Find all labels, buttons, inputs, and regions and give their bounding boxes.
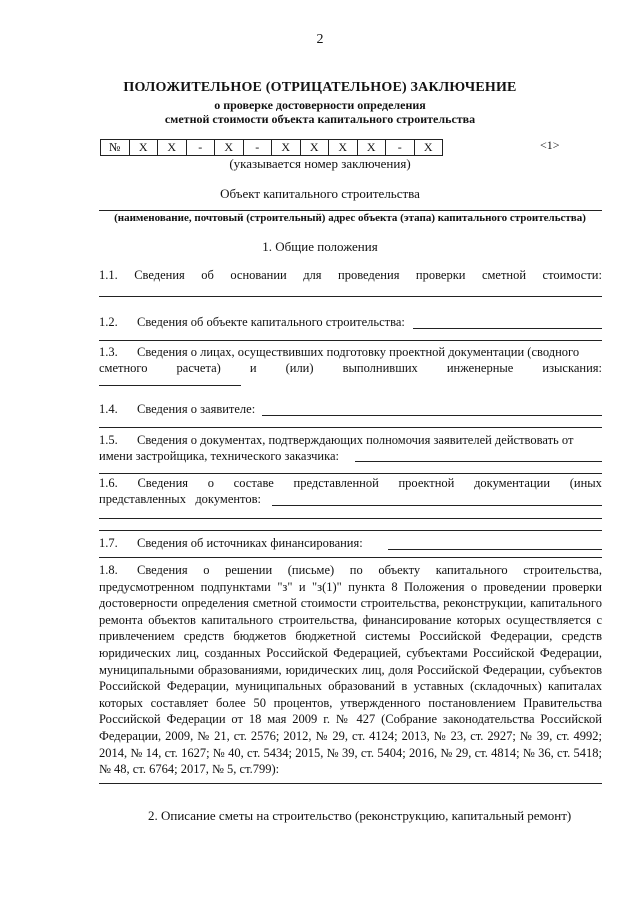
item-word: представленной bbox=[293, 476, 379, 490]
number-cell: X bbox=[414, 140, 443, 156]
conclusion-number-grid bbox=[100, 139, 443, 156]
number-caption: (указывается номер заключения) bbox=[229, 156, 411, 171]
item-word: сметного bbox=[99, 361, 148, 375]
fill-line bbox=[413, 328, 602, 329]
item-word: (иных bbox=[569, 476, 602, 490]
item-text: Сведения о лицах, осуществивших подготовку проектной документации (сводного bbox=[137, 345, 580, 359]
fill-line bbox=[99, 296, 602, 297]
number-cell: № bbox=[101, 140, 130, 156]
object-title: Объект капитального строительства bbox=[220, 186, 420, 201]
number-cell: - bbox=[186, 140, 215, 156]
fill-line bbox=[99, 340, 602, 341]
fill-line bbox=[388, 549, 602, 550]
object-caption: (наименование, почтовый (строительный) адрес объекта (этапа) капитального строительства) bbox=[114, 212, 586, 224]
page-number: 2 bbox=[316, 32, 324, 47]
item-number: 1.2. bbox=[99, 315, 118, 329]
item-1-4 bbox=[99, 402, 255, 417]
fill-line bbox=[99, 530, 602, 531]
number-cell: - bbox=[243, 140, 272, 156]
item-word: инженерные bbox=[446, 361, 514, 375]
item-word: стоимости: bbox=[542, 268, 602, 282]
item-word: основании bbox=[230, 268, 287, 282]
fill-line bbox=[99, 557, 602, 558]
item-number: 1.3. bbox=[99, 345, 118, 359]
number-cell: X bbox=[129, 140, 158, 156]
fill-line bbox=[262, 415, 602, 416]
item-1-7 bbox=[99, 536, 363, 551]
item-word: об bbox=[201, 268, 214, 282]
item-1-6-line2: представленных документов: bbox=[99, 492, 261, 506]
section-1-title: 1. Общие положения bbox=[262, 239, 378, 254]
number-cell: X bbox=[158, 140, 187, 156]
fill-line bbox=[99, 385, 241, 386]
number-cell: X bbox=[300, 140, 329, 156]
item-word: о bbox=[207, 476, 214, 490]
item-word: Сведения bbox=[134, 268, 185, 282]
item-word: расчета) bbox=[176, 361, 221, 375]
fill-line bbox=[99, 783, 602, 784]
item-word: выполнивших bbox=[342, 361, 418, 375]
document-subtitle-line2: сметной стоимости объекта капитального строительства bbox=[164, 112, 476, 126]
document-subtitle-line1: о проверке достоверности определения bbox=[214, 98, 426, 112]
item-1-3-line2 bbox=[99, 361, 602, 376]
item-1-5 bbox=[99, 432, 602, 449]
item-number: 1.1. bbox=[99, 268, 118, 282]
item-word: проверки bbox=[415, 268, 466, 282]
item-number: 1.4. bbox=[99, 402, 118, 416]
number-cell: X bbox=[272, 140, 301, 156]
item-word: и bbox=[249, 361, 257, 375]
number-cell: X bbox=[329, 140, 358, 156]
fill-line bbox=[355, 461, 602, 462]
item-1-5-line2: имени застройщика, технического заказчика: bbox=[99, 449, 340, 463]
item-text: Сведения о документах, подтверждающих полномочия заявителей действовать от bbox=[137, 433, 574, 447]
fill-line bbox=[99, 473, 602, 474]
item-number: 1.7. bbox=[99, 536, 118, 550]
item-word: сметной bbox=[481, 268, 527, 282]
number-cell: - bbox=[386, 140, 415, 156]
section-2-title: 2. Описание сметы на строительство (реконструкцию, капитальный ремонт) bbox=[148, 808, 572, 823]
item-1-8 bbox=[99, 562, 602, 778]
item-1-2 bbox=[99, 315, 405, 330]
object-name-line bbox=[99, 210, 602, 211]
item-text: Сведения об объекте капитального строительства: bbox=[137, 315, 405, 329]
item-text: Сведения о заявителе: bbox=[137, 402, 256, 416]
item-number: 1.6. bbox=[99, 476, 118, 490]
number-cell: X bbox=[357, 140, 386, 156]
item-word: проведения bbox=[338, 268, 400, 282]
fill-line bbox=[99, 518, 602, 519]
item-text: Сведения о решении (письме) по объекту капитального строительства, предусмотренном подпунктами "з" и "з(1)" пункта 8 Положения о проведении проверки достоверности определения сметной стоимости строительства, реконструкции, капитального ремонта объектов капитального строительства, финансирование которых осуществляется с привлечением средств бюджетов бюджетной системы Российской Федерации, средств юридических лиц, созданных Российской Федерацией, субъектами Российской Федерации, муниципальными образованиями, юридических лиц, доля Российской Федерации, субъектов Российской Федерации, муниципальных образований в уставных (складочных) капиталах которых составляет более 50 процентов, утвержденного постановлением Правительства Российской Федерации от 18 мая 2009 г. № 427 (Собрание законодательства Российской Федерации, 2009, № 21, ст. 2576; 2012, № 29, ст. 4124; 2013, № 23, ст. 2927; № 39, ст. 4992; 2014, № 14, ст. 1627; № 40, ст. 5434; 2015, № 39, ст. 5404; 2016, № 29, ст. 4814; № 36, ст. 5418; № 48, ст. 6764; 2017, № 5, ст.799): bbox=[99, 563, 602, 777]
number-cell: X bbox=[215, 140, 244, 156]
item-word: изыскания: bbox=[542, 361, 602, 375]
item-word: проектной bbox=[398, 476, 455, 490]
document-title: ПОЛОЖИТЕЛЬНОЕ (ОТРИЦАТЕЛЬНОЕ) ЗАКЛЮЧЕНИЕ bbox=[123, 80, 517, 95]
fill-line bbox=[99, 427, 602, 428]
item-word: документации bbox=[474, 476, 551, 490]
item-word: Сведения bbox=[137, 476, 189, 490]
footnote-marker: <1> bbox=[540, 138, 560, 152]
item-word: составе bbox=[233, 476, 274, 490]
item-number: 1.8. bbox=[99, 563, 118, 577]
fill-line bbox=[272, 505, 602, 506]
item-1-6 bbox=[99, 476, 602, 491]
item-text: Сведения об источниках финансирования: bbox=[137, 536, 363, 550]
item-word: для bbox=[303, 268, 322, 282]
item-word: (или) bbox=[285, 361, 314, 375]
item-1-1 bbox=[99, 268, 602, 283]
item-1-3 bbox=[99, 344, 602, 361]
item-number: 1.5. bbox=[99, 433, 118, 447]
